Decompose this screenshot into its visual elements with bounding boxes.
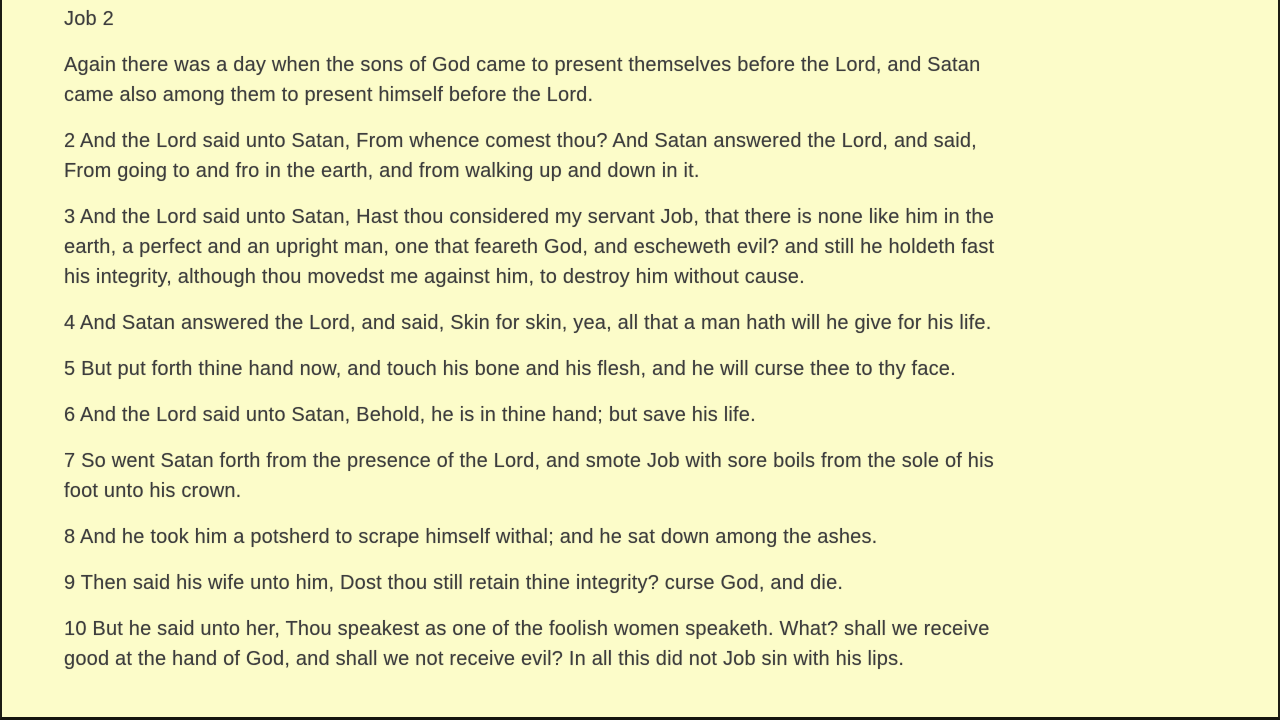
verse-paragraph [64,522,1218,552]
verse-line: 5 But put forth thine hand now, and touch his bone and his flesh, and he will curse thee to thy face. [64,358,956,380]
verse-line: 3 And the Lord said unto Satan, Hast thou considered my servant Job, that there is none like him in the [64,206,995,228]
verse-line: came also among them to present himself before the Lord. [64,84,594,106]
verse-paragraph [64,50,1218,110]
verse-line: 9 Then said his wife unto him, Dost thou still retain thine integrity? curse God, and die. [64,572,844,594]
verse-line: 2 And the Lord said unto Satan, From whence comest thou? And Satan answered the Lord, and said, [64,130,977,152]
verse-paragraph [64,308,1218,338]
verse-paragraph [64,568,1218,598]
verse-line: From going to and fro in the earth, and from walking up and down in it. [64,160,700,182]
verse-line: earth, a perfect and an upright man, one that feareth God, and escheweth evil? and still he holdeth fast [64,236,995,258]
verse-paragraph [64,400,1218,430]
verse-line: good at the hand of God, and shall we not receive evil? In all this did not Job sin with his lips. [64,648,905,670]
verse-paragraph [64,202,1218,292]
verse-line: Again there was a day when the sons of God came to present themselves before the Lord, and Satan [64,54,981,76]
verse-line: 7 So went Satan forth from the presence of the Lord, and smote Job with sore boils from the sole of his [64,450,994,472]
verse-line: his integrity, although thou movedst me against him, to destroy him without cause. [64,266,805,288]
chapter-title: Job 2 [64,8,114,30]
scripture-content [2,0,1278,690]
verse-paragraph [64,614,1218,674]
scripture-body [64,50,1218,674]
verse-paragraph [64,354,1218,384]
verse-line: 4 And Satan answered the Lord, and said, Skin for skin, yea, all that a man hath will he give for his life. [64,312,992,334]
verse-line: 8 And he took him a potsherd to scrape himself withal; and he sat down among the ashes. [64,526,878,548]
verse-line: 10 But he said unto her, Thou speakest as one of the foolish women speaketh. What? shall we receive [64,618,990,640]
verse-line: 6 And the Lord said unto Satan, Behold, he is in thine hand; but save his life. [64,404,756,426]
verse-paragraph [64,126,1218,186]
verse-line: foot unto his crown. [64,480,242,502]
verse-paragraph [64,446,1218,506]
